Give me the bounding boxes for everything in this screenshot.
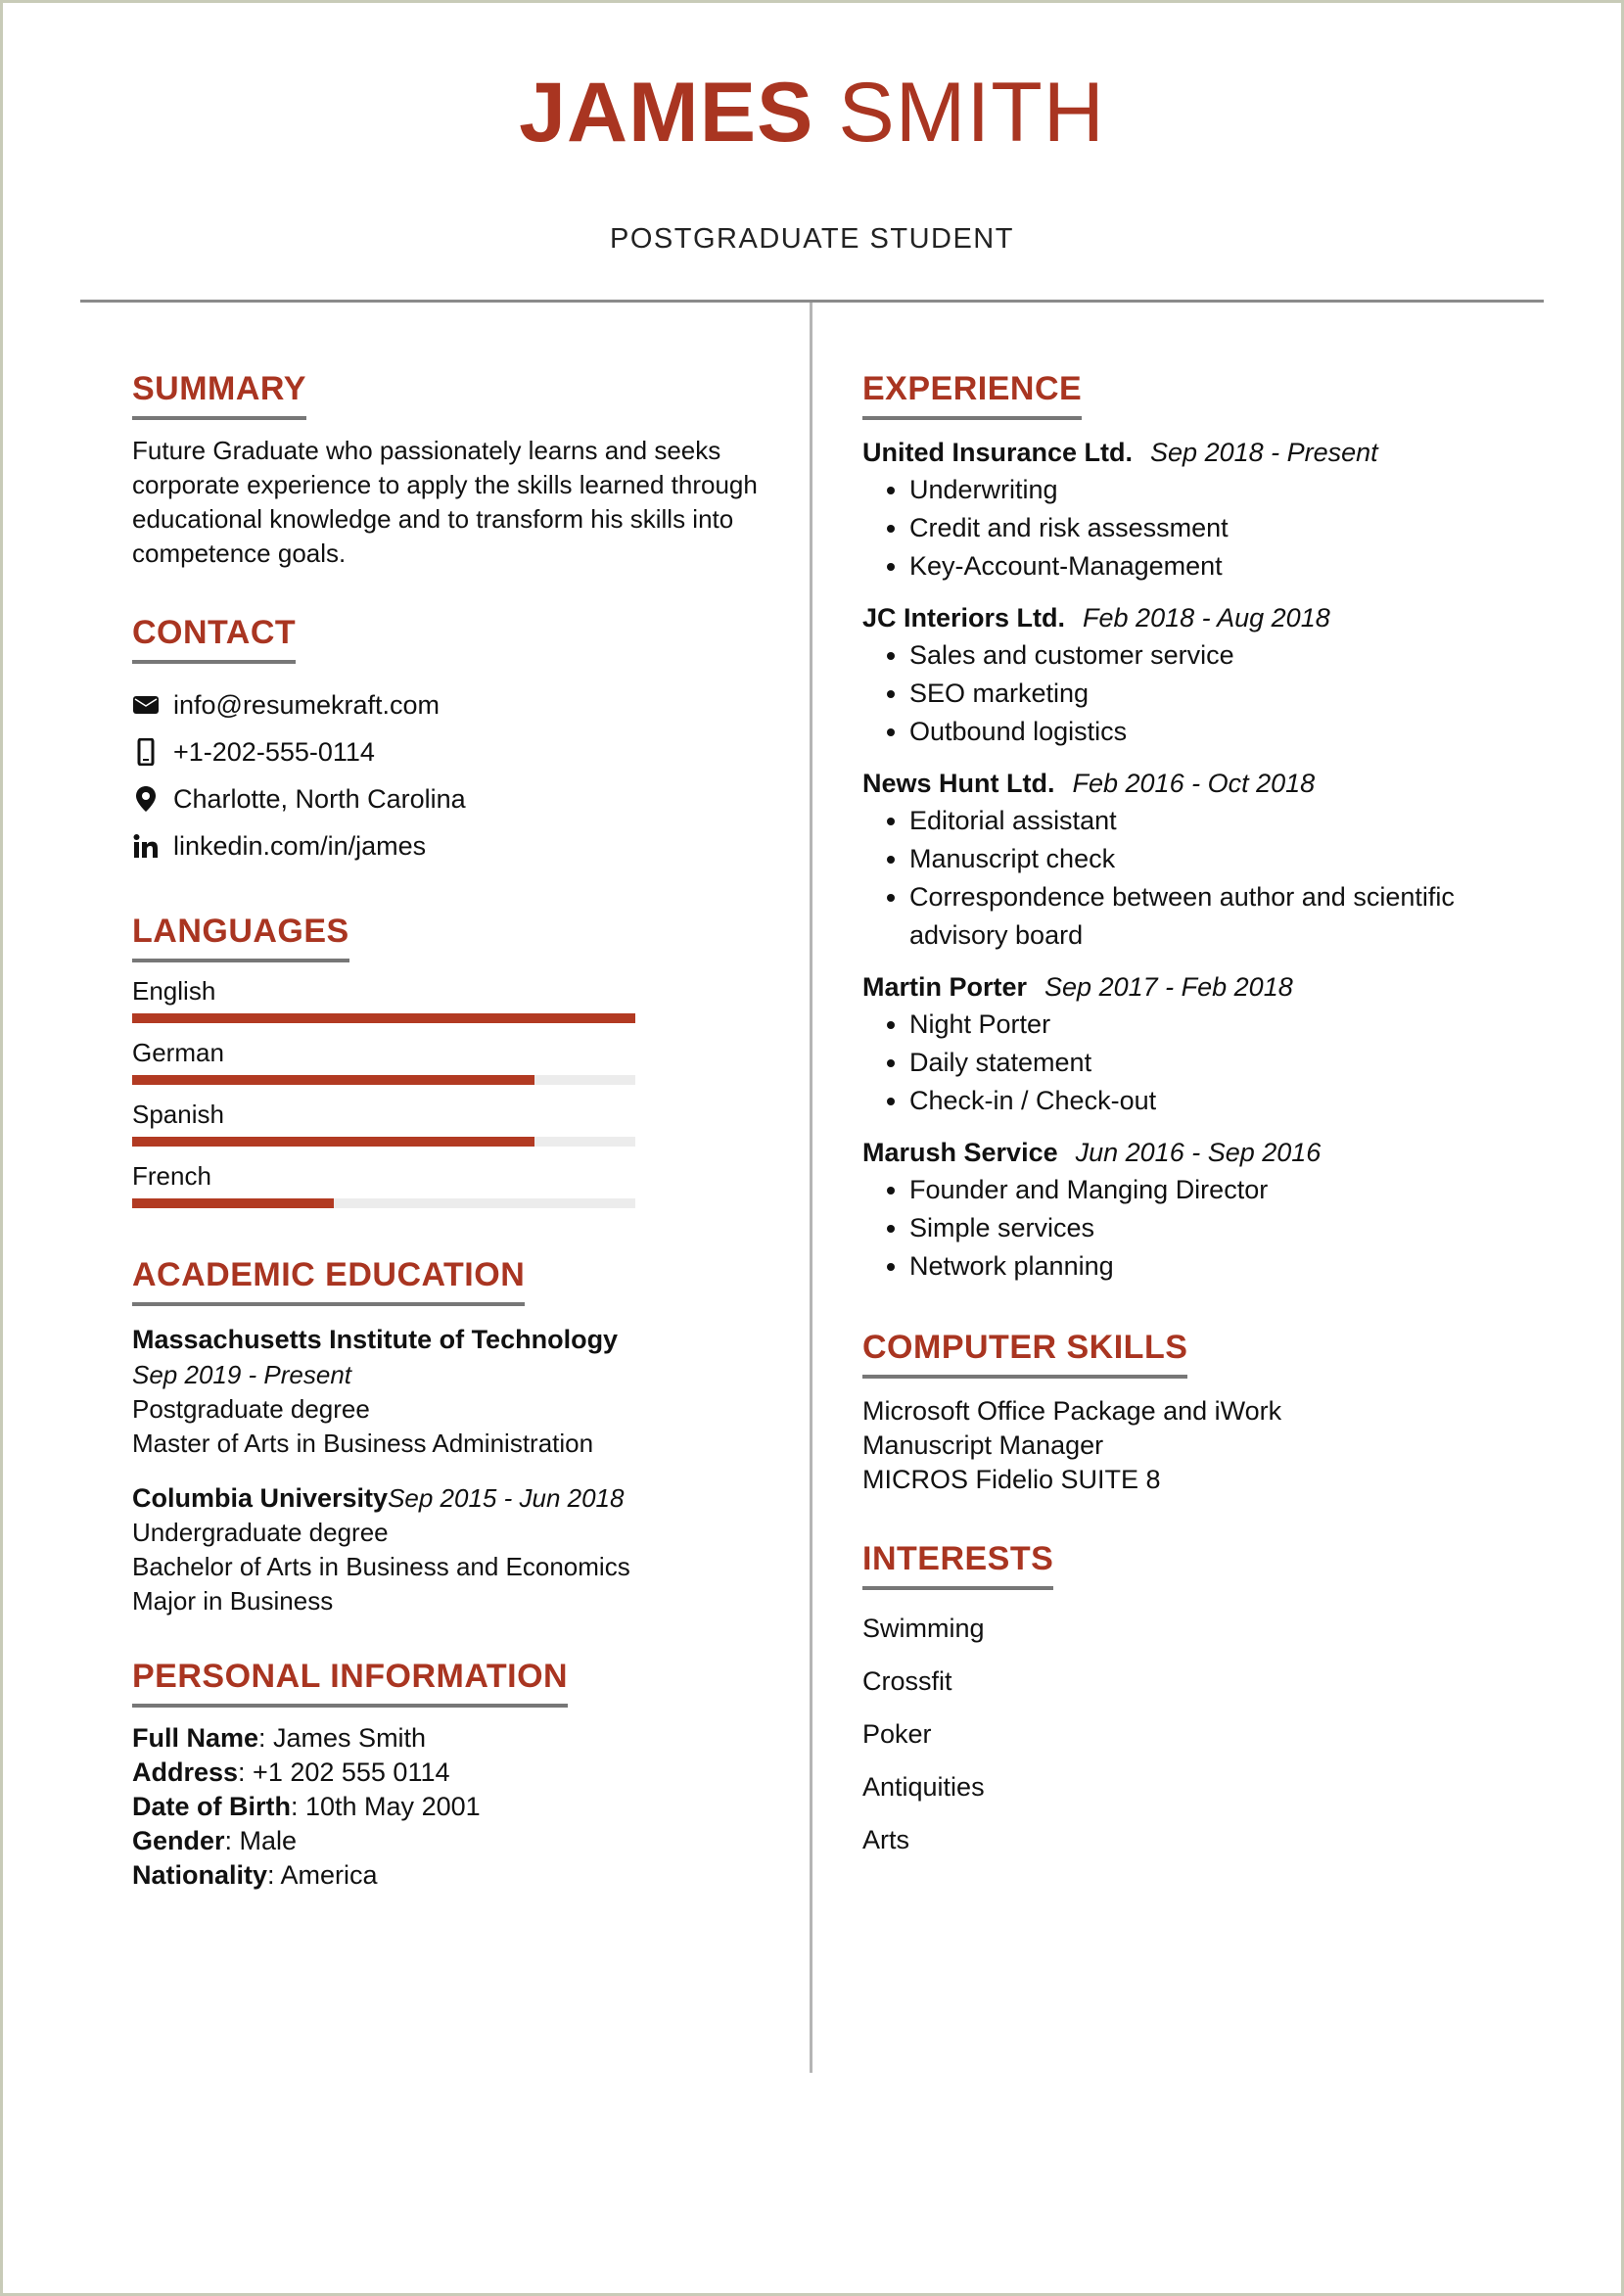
phone-icon bbox=[132, 738, 160, 766]
personal-info-label: Date of Birth bbox=[132, 1792, 291, 1821]
contact-text: +1-202-555-0114 bbox=[173, 736, 375, 767]
experience-bullet: • Founder and Manging Director bbox=[909, 1171, 1538, 1209]
personal-info-label: Nationality bbox=[132, 1860, 268, 1890]
language-name: German bbox=[132, 1038, 224, 1067]
interest-item: Poker bbox=[862, 1719, 932, 1749]
personal-info-label: Gender bbox=[132, 1826, 225, 1855]
personal-info-row bbox=[132, 1858, 768, 1893]
candidate-name bbox=[0, 66, 1624, 160]
language-item bbox=[132, 1159, 768, 1221]
experience-bullet: • Credit and risk assessment bbox=[909, 509, 1538, 547]
experience-date: Sep 2018 - Present bbox=[1150, 438, 1378, 467]
section-title-summary: SUMMARY bbox=[132, 370, 306, 420]
education-line: Master of Arts in Business Administration bbox=[132, 1429, 594, 1458]
experience-bullet: • Daily statement bbox=[909, 1044, 1538, 1082]
section-title-interests: INTERESTS bbox=[862, 1540, 1053, 1590]
education-school: Massachusetts Institute of Technology bbox=[132, 1325, 619, 1354]
personal-info-row bbox=[132, 1756, 768, 1790]
contact-text: info@resumekraft.com bbox=[173, 689, 440, 720]
personal-info-section bbox=[132, 1658, 768, 1893]
job-title: POSTGRADUATE STUDENT bbox=[610, 223, 1014, 255]
education-item bbox=[132, 1322, 768, 1461]
contact-section bbox=[132, 614, 768, 869]
experience-bullet: • Underwriting bbox=[909, 471, 1538, 509]
experience-bullet: • Sales and customer service bbox=[909, 636, 1538, 675]
section-title-education: ACADEMIC EDUCATION bbox=[132, 1256, 525, 1306]
personal-info-row bbox=[132, 1721, 768, 1756]
interest-item: Arts bbox=[862, 1825, 910, 1854]
experience-bullet: • Editorial assistant bbox=[909, 802, 1516, 840]
experience-bullet: • Network planning bbox=[909, 1247, 1538, 1286]
left-column bbox=[132, 370, 768, 1893]
language-level-bar bbox=[132, 1075, 635, 1085]
experience-bullet: • Outbound logistics bbox=[909, 713, 1538, 751]
experience-bullet: • Check-in / Check-out bbox=[909, 1082, 1538, 1120]
experience-section bbox=[862, 370, 1538, 1286]
experience-item bbox=[862, 599, 1538, 751]
skill-item: Manuscript Manager bbox=[862, 1430, 1104, 1460]
contact-email[interactable] bbox=[132, 681, 768, 728]
experience-item bbox=[862, 1134, 1538, 1286]
languages-section bbox=[132, 913, 768, 1221]
linkedin-icon bbox=[132, 832, 160, 860]
personal-info-value: : America bbox=[267, 1860, 378, 1890]
experience-item bbox=[862, 765, 1538, 955]
experience-company: JC Interiors Ltd. bbox=[862, 603, 1066, 633]
language-item bbox=[132, 974, 768, 1036]
experience-bullet: • Key-Account-Management bbox=[909, 547, 1538, 586]
education-date: Sep 2019 - Present bbox=[132, 1360, 352, 1389]
education-item bbox=[132, 1480, 768, 1618]
section-title-contact: CONTACT bbox=[132, 614, 296, 664]
education-line: Bachelor of Arts in Business and Economics bbox=[132, 1552, 630, 1581]
experience-date: Jun 2016 - Sep 2016 bbox=[1075, 1138, 1322, 1167]
language-name: French bbox=[132, 1161, 211, 1191]
email-icon bbox=[132, 691, 160, 719]
education-line: Major in Business bbox=[132, 1586, 334, 1616]
first-name: JAMES bbox=[519, 66, 814, 160]
language-level-fill bbox=[132, 1013, 635, 1023]
education-line: Postgraduate degree bbox=[132, 1394, 370, 1424]
skill-item: Microsoft Office Package and iWork bbox=[862, 1396, 1282, 1426]
language-name: English bbox=[132, 976, 216, 1006]
experience-bullet: • SEO marketing bbox=[909, 675, 1538, 713]
experience-item bbox=[862, 434, 1538, 586]
education-line: Undergraduate degree bbox=[132, 1518, 389, 1547]
contact-linkedin[interactable] bbox=[132, 822, 768, 869]
personal-info-value: : 10th May 2001 bbox=[291, 1792, 481, 1821]
section-title-personal-info: PERSONAL INFORMATION bbox=[132, 1658, 568, 1708]
summary-section bbox=[132, 370, 768, 571]
summary-text: Future Graduate who passionately learns and seeks corporate experience to apply the skills learned through educational knowledge and to transform his skills into competence goals. bbox=[132, 436, 758, 568]
language-item bbox=[132, 1036, 768, 1098]
personal-info-value: : Male bbox=[224, 1826, 298, 1855]
experience-company: Martin Porter bbox=[862, 972, 1028, 1002]
experience-item bbox=[862, 968, 1538, 1120]
last-name: SMITH bbox=[838, 66, 1105, 160]
section-title-computer-skills: COMPUTER SKILLS bbox=[862, 1329, 1187, 1379]
education-date: Sep 2015 - Jun 2018 bbox=[388, 1483, 625, 1513]
contact-list bbox=[132, 681, 768, 869]
personal-info-label: Full Name bbox=[132, 1723, 259, 1753]
language-name: Spanish bbox=[132, 1100, 224, 1129]
interests-section bbox=[862, 1540, 1538, 1866]
computer-skills-section bbox=[862, 1329, 1538, 1497]
interest-item: Swimming bbox=[862, 1614, 985, 1643]
personal-info-row bbox=[132, 1824, 768, 1858]
contact-location bbox=[132, 775, 768, 822]
experience-bullet: • Simple services bbox=[909, 1209, 1538, 1247]
languages-list bbox=[132, 974, 768, 1221]
language-level-fill bbox=[132, 1198, 334, 1208]
language-level-bar bbox=[132, 1198, 635, 1208]
contact-text: Charlotte, North Carolina bbox=[173, 783, 466, 814]
right-column bbox=[862, 370, 1538, 1866]
section-title-languages: LANGUAGES bbox=[132, 913, 349, 962]
personal-info-label: Address bbox=[132, 1757, 239, 1787]
education-section bbox=[132, 1256, 768, 1618]
skill-item: MICROS Fidelio SUITE 8 bbox=[862, 1465, 1161, 1494]
experience-date: Feb 2018 - Aug 2018 bbox=[1083, 603, 1330, 633]
location-pin-icon bbox=[132, 785, 160, 813]
language-level-fill bbox=[132, 1075, 534, 1085]
language-level-bar bbox=[132, 1013, 635, 1023]
interest-item: Antiquities bbox=[862, 1772, 985, 1802]
experience-company: Marush Service bbox=[862, 1138, 1058, 1167]
experience-bullet: • Night Porter bbox=[909, 1006, 1538, 1044]
experience-company: News Hunt Ltd. bbox=[862, 769, 1055, 798]
experience-date: Feb 2016 - Oct 2018 bbox=[1072, 769, 1316, 798]
column-divider bbox=[810, 303, 812, 2073]
contact-phone[interactable] bbox=[132, 728, 768, 775]
language-item bbox=[132, 1098, 768, 1159]
education-school: Columbia University bbox=[132, 1483, 389, 1513]
language-level-bar bbox=[132, 1137, 635, 1147]
language-level-fill bbox=[132, 1137, 534, 1147]
experience-date: Sep 2017 - Feb 2018 bbox=[1044, 972, 1293, 1002]
contact-text: linkedin.com/in/james bbox=[173, 830, 427, 861]
personal-info-value: : +1 202 555 0114 bbox=[238, 1757, 450, 1787]
personal-info-value: : James Smith bbox=[258, 1723, 427, 1753]
section-title-experience: EXPERIENCE bbox=[862, 370, 1082, 420]
interest-item: Crossfit bbox=[862, 1666, 952, 1696]
experience-bullet: • Correspondence between author and scientific advisory board bbox=[909, 878, 1516, 955]
experience-company: United Insurance Ltd. bbox=[862, 438, 1134, 467]
personal-info-row bbox=[132, 1790, 768, 1824]
experience-bullet: • Manuscript check bbox=[909, 840, 1516, 878]
